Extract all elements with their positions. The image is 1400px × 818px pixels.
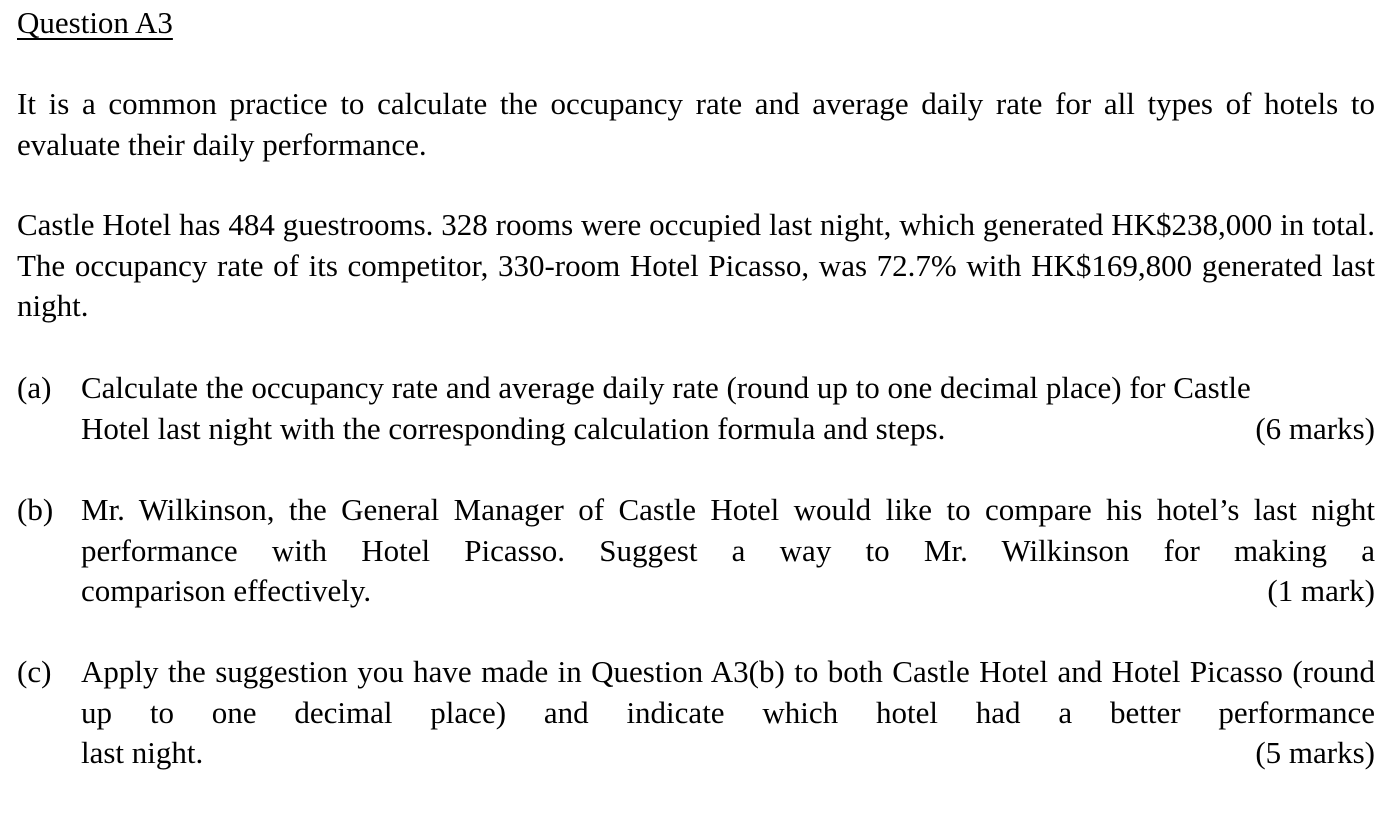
scenario-paragraph: Castle Hotel has 484 guestrooms. 328 rooms were occupied last night, which generated HK$238,000 in total. The occupancy rate of its competitor, 330-room Hotel Picasso, was 72.7% with HK$169,800 generated last night. bbox=[17, 207, 1375, 323]
question-heading: Question A3 bbox=[17, 5, 173, 40]
question-text-main: Apply the suggestion you have made in Question A3(b) to both Castle Hotel and Hotel Picasso (round up to one decimal place) and indicate which hotel had a better performance bbox=[81, 654, 1375, 730]
question-label: (c) bbox=[17, 654, 52, 689]
question-label: (a) bbox=[17, 370, 52, 405]
question-text-last: comparison effectively. bbox=[81, 573, 372, 608]
question-marks: (5 marks) bbox=[1255, 735, 1375, 770]
question-text bbox=[81, 652, 1375, 774]
intro-paragraph: It is a common practice to calculate the occupancy rate and average daily rate for all types of hotels to evaluate their daily performance. bbox=[17, 86, 1375, 162]
question-text-main: Calculate the occupancy rate and average daily rate (round up to one decimal place) for Castle bbox=[81, 370, 1251, 405]
question-text-last: last night. bbox=[81, 735, 204, 770]
question-label: (b) bbox=[17, 492, 54, 527]
question-text-last: Hotel last night with the corresponding calculation formula and steps. bbox=[81, 410, 946, 446]
question-marks-line bbox=[81, 571, 1375, 612]
question-marks-line bbox=[81, 409, 1375, 450]
question-text-main: Mr. Wilkinson, the General Manager of Castle Hotel would like to compare his hotel’s last night performance with Hotel Picasso. Suggest a way to Mr. Wilkinson for making a bbox=[81, 492, 1375, 568]
question-text bbox=[81, 490, 1375, 612]
question-marks: (1 mark) bbox=[1267, 573, 1375, 608]
question-marks: (6 marks) bbox=[1255, 410, 1375, 446]
question-text bbox=[81, 368, 1375, 449]
question-marks-line bbox=[81, 733, 1375, 774]
